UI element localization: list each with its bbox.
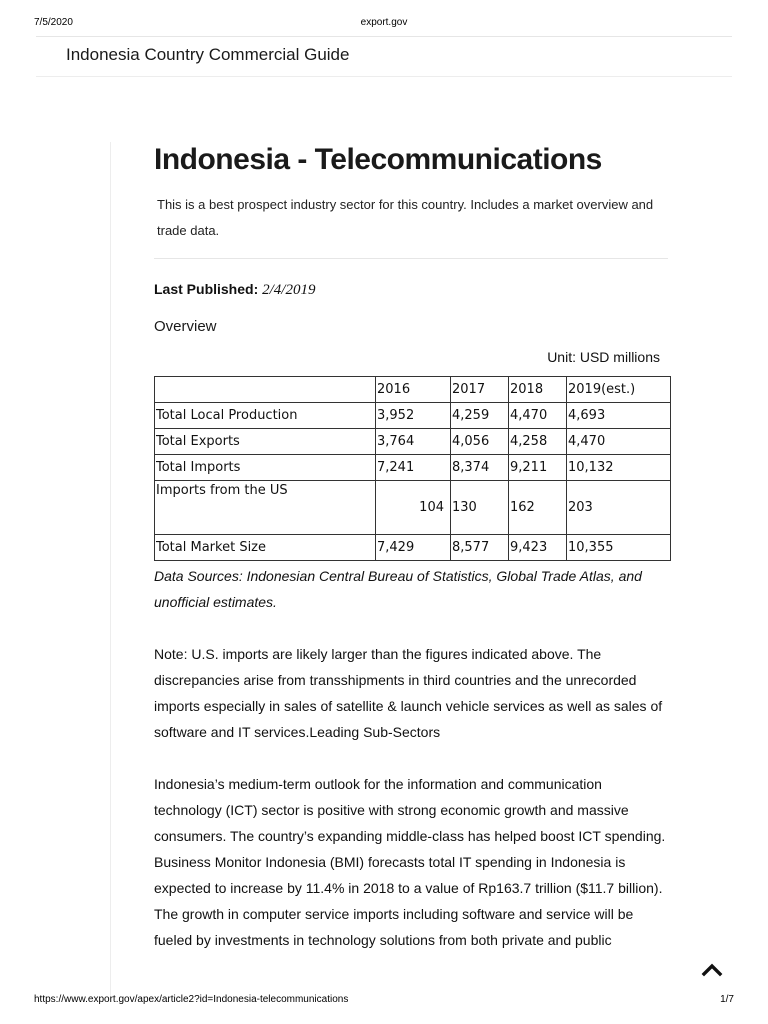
table-cell: 10,355 bbox=[567, 535, 671, 561]
table-row bbox=[155, 455, 671, 481]
unit-label: Unit: USD millions bbox=[547, 349, 660, 365]
table-cell: 7,429 bbox=[376, 535, 451, 561]
table-header-cell: 2018 bbox=[509, 377, 567, 403]
overview-heading: Overview bbox=[154, 318, 217, 335]
table-cell: Total Imports bbox=[155, 455, 376, 481]
last-published bbox=[154, 279, 674, 300]
table-cell: 4,693 bbox=[567, 403, 671, 429]
table-cell: 10,132 bbox=[567, 455, 671, 481]
site-title[interactable]: Indonesia Country Commercial Guide bbox=[66, 45, 350, 64]
note-paragraph: Note: U.S. imports are likely larger than the figures indicated above. The discrepancies arise from transshipments in third countries and the unrecorded imports especially in sales of satellite & launch vehicle services as well as sales of software and IT services.Leading Sub-Sectors bbox=[154, 646, 663, 740]
table-cell: 130 bbox=[451, 481, 509, 535]
table-cell: 7,241 bbox=[376, 455, 451, 481]
scroll-to-top-button[interactable] bbox=[700, 958, 724, 982]
article-intro: This is a best prospect industry sector for this country. Includes a market overview and trade data. bbox=[157, 197, 654, 238]
table-cell: 4,259 bbox=[451, 403, 509, 429]
table-cell: 9,211 bbox=[509, 455, 567, 481]
print-footer bbox=[0, 994, 768, 1008]
table-header-row bbox=[155, 377, 671, 403]
print-page-number: 1/7 bbox=[720, 994, 734, 1005]
title-divider bbox=[36, 76, 732, 77]
table-cell: 3,764 bbox=[376, 429, 451, 455]
table-cell: 203 bbox=[567, 481, 671, 535]
table-cell: 4,470 bbox=[509, 403, 567, 429]
article bbox=[154, 140, 674, 953]
table-header-cell: 2019(est.) bbox=[567, 377, 671, 403]
table-cell: Imports from the US bbox=[155, 481, 376, 535]
page-title: Indonesia - Telecommunications bbox=[154, 143, 602, 176]
table-cell: 162 bbox=[509, 481, 567, 535]
table-cell: 4,470 bbox=[567, 429, 671, 455]
last-published-date: 2/4/2019 bbox=[262, 282, 316, 298]
table-cell: 4,056 bbox=[451, 429, 509, 455]
table-header-cell bbox=[155, 377, 376, 403]
table-row bbox=[155, 481, 671, 535]
table-cell: Total Local Production bbox=[155, 403, 376, 429]
content-left-border bbox=[110, 142, 111, 1002]
last-published-label: Last Published: bbox=[154, 281, 259, 297]
table-row bbox=[155, 403, 671, 429]
data-sources: Data Sources: Indonesian Central Bureau of Statistics, Global Trade Atlas, and unofficial estimates. bbox=[154, 568, 642, 610]
table-cell: 104 bbox=[376, 481, 451, 535]
intro-divider bbox=[154, 258, 668, 259]
table-cell: 8,374 bbox=[451, 455, 509, 481]
table-cell: 4,258 bbox=[509, 429, 567, 455]
table-cell: 8,577 bbox=[451, 535, 509, 561]
table-header-cell: 2017 bbox=[451, 377, 509, 403]
print-url: https://www.export.gov/apex/article2?id=Indonesia-telecommunications bbox=[34, 994, 349, 1005]
table-cell: 3,952 bbox=[376, 403, 451, 429]
print-date: 7/5/2020 bbox=[34, 17, 73, 28]
print-header bbox=[0, 17, 768, 31]
table-cell: Total Market Size bbox=[155, 535, 376, 561]
table-cell: Total Exports bbox=[155, 429, 376, 455]
table-header-cell: 2016 bbox=[376, 377, 451, 403]
top-divider bbox=[36, 36, 732, 37]
print-domain: export.gov bbox=[360, 17, 408, 28]
table-row bbox=[155, 429, 671, 455]
table-row bbox=[155, 535, 671, 561]
outlook-paragraph: Indonesia’s medium-term outlook for the information and communication technology (ICT) sector is positive with strong economic growth and massive consumers. The country’s expanding middle-class has helped boost ICT spending. Business Monitor Indonesia (BMI) forecasts total IT spending in Indonesia is expected to increase by 11.4% in 2018 to a value of Rp163.7 trillion ($11.7 billion). bbox=[154, 776, 666, 896]
growth-paragraph: The growth in computer service imports including software and service will be fueled by investments in technology solutions from both private and public bbox=[154, 906, 634, 948]
chevron-up-icon bbox=[700, 958, 724, 982]
table-cell: 9,423 bbox=[509, 535, 567, 561]
trade-data-table bbox=[154, 376, 671, 561]
